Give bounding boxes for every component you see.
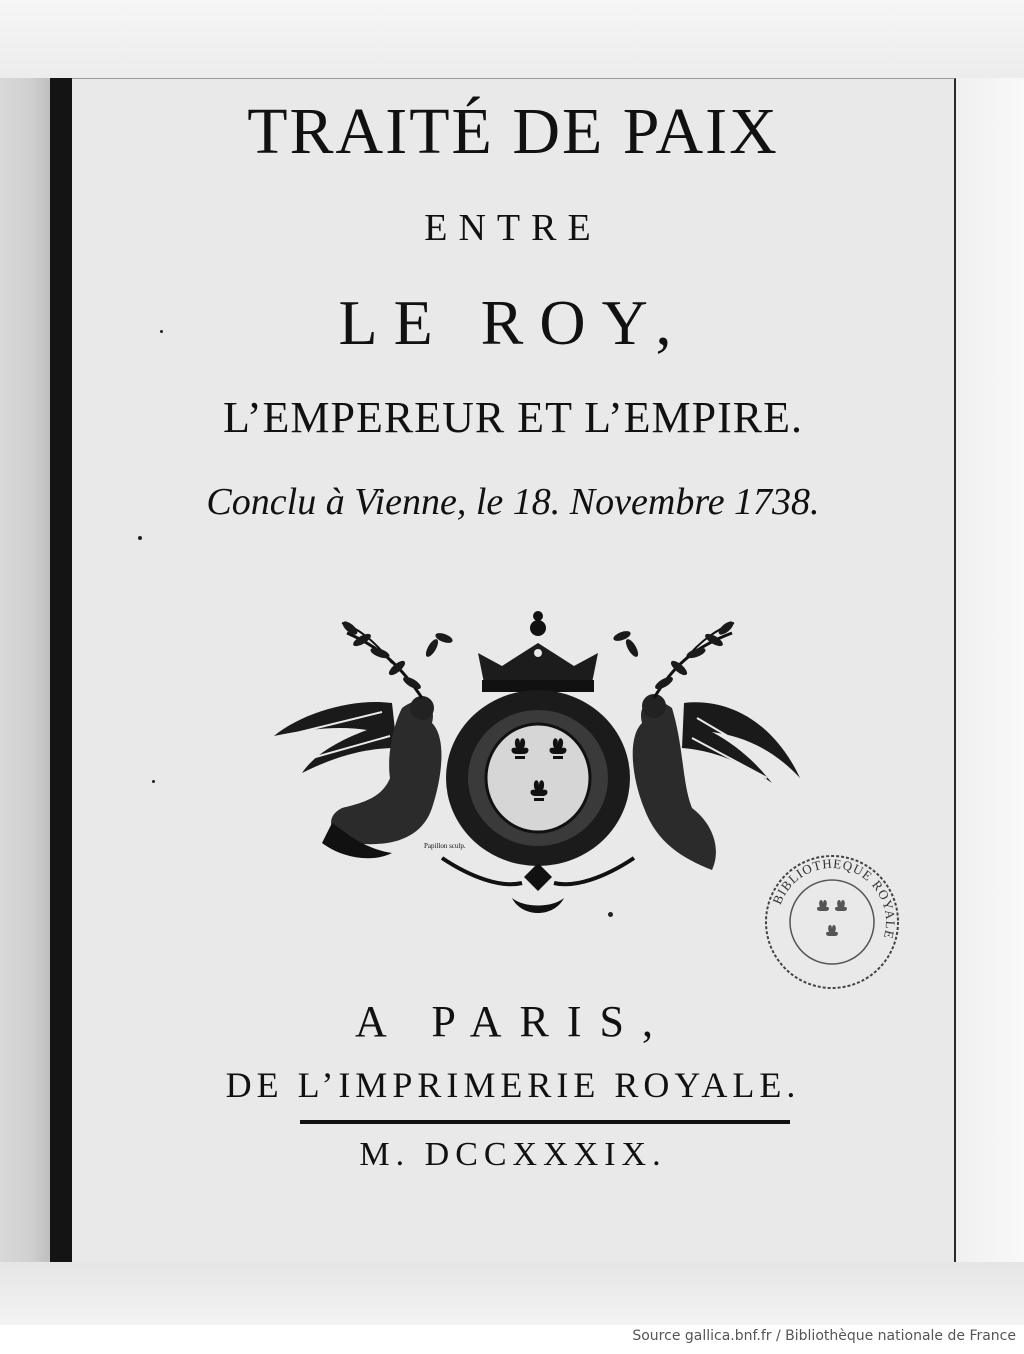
print-speck [152, 780, 155, 783]
conclusion-date: Conclu à Vienne, le 18. Novembre 1738. [206, 481, 820, 523]
imprint-rule-divider [300, 1120, 790, 1124]
photo-top-border [0, 0, 1024, 80]
imprint-year: M. DCCXXXIX. [359, 1136, 667, 1173]
print-speck [160, 330, 163, 333]
engraver-signature: Papillon sculp. [424, 842, 466, 850]
print-speck [138, 536, 142, 540]
photo-bottom-border [0, 1262, 1024, 1325]
title-entre: ENTRE [424, 207, 602, 249]
right-page-edge [956, 78, 1024, 1268]
print-speck [608, 912, 613, 917]
imprint-printer: DE L’IMPRIMERIE ROYALE. [225, 1065, 801, 1105]
title-king: LE ROY, [338, 287, 688, 358]
bibliotheque-royale-stamp-icon [762, 852, 902, 992]
imprint-place: A PARIS, [354, 997, 672, 1046]
royal-arms-vignette-icon [272, 608, 804, 926]
title-parties: L’EMPEREUR ET L’EMPIRE. [223, 393, 803, 442]
document-title: TRAITÉ DE PAIX [247, 95, 779, 168]
stamp-text: BIBLIOTHEQUE ROYALE [769, 855, 899, 941]
source-attribution: Source gallica.bnf.fr / Bibliothèque nationale de France [632, 1328, 1016, 1344]
book-spine-shadow [50, 78, 72, 1268]
left-page-margin [0, 78, 52, 1268]
